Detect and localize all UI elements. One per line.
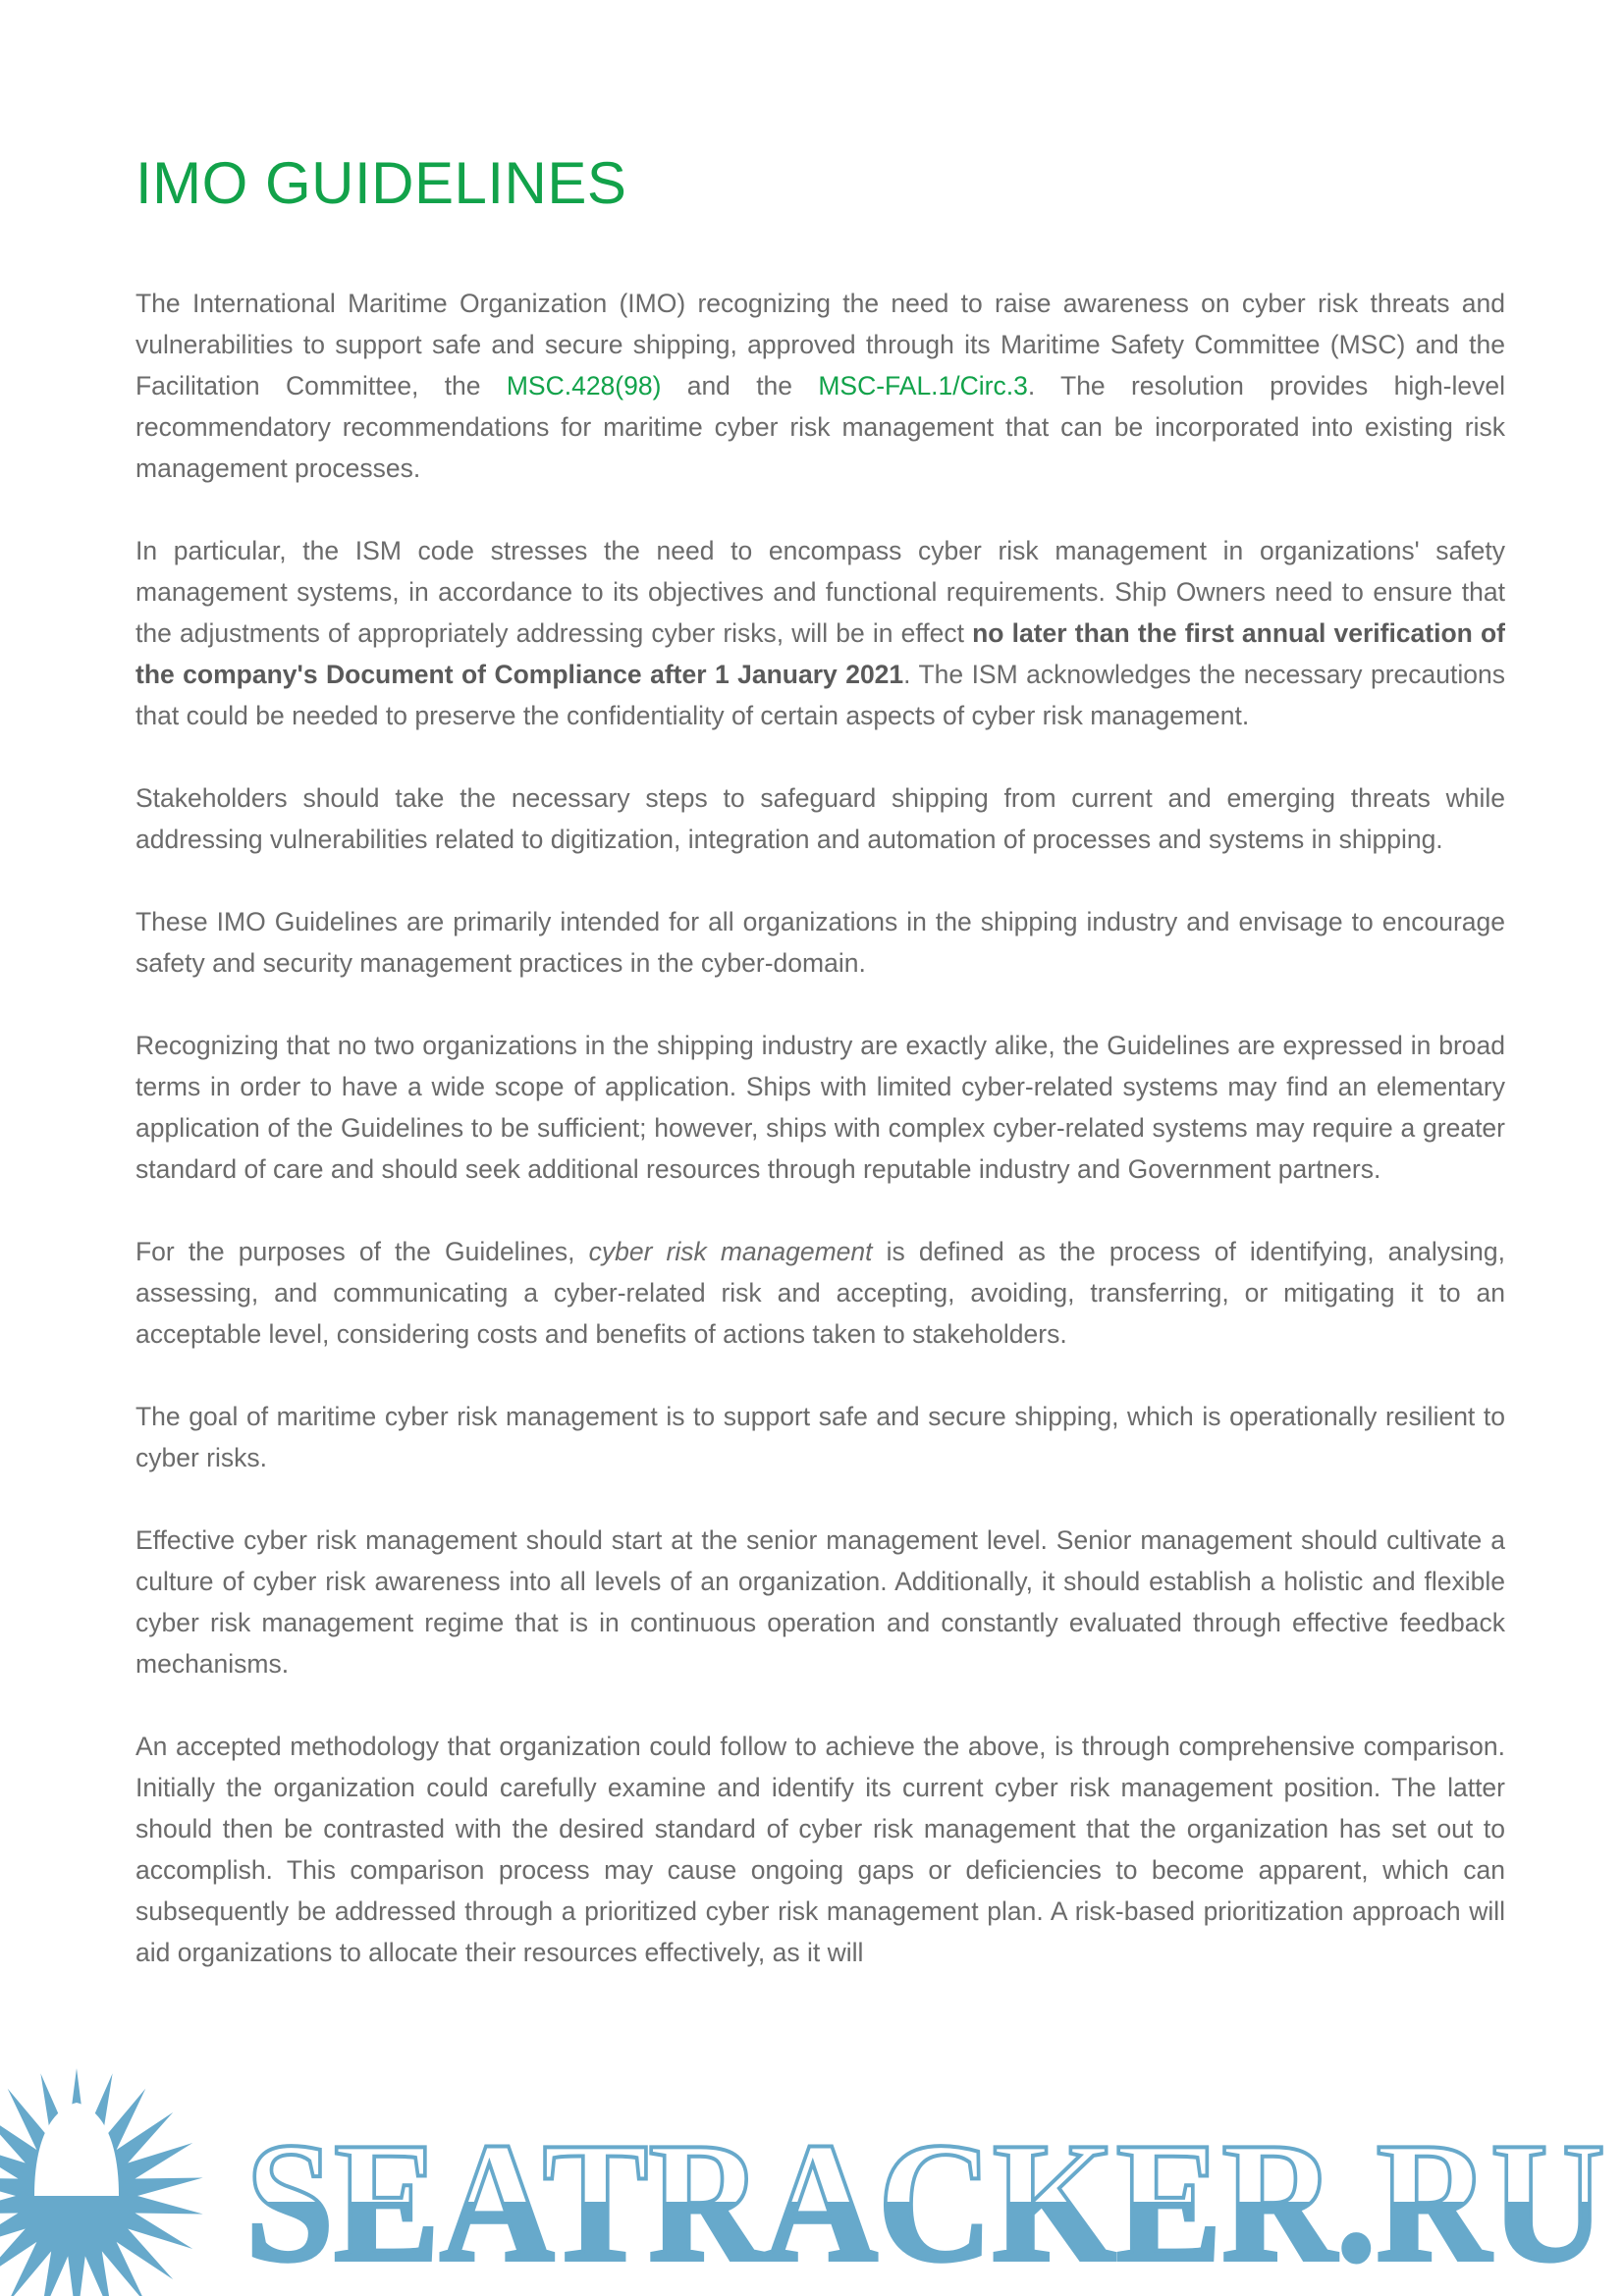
paragraph-5: Recognizing that no two organizations in the shipping industry are exactly alike, the Guidelines are expressed in broad terms in order to have a wide scope of application. Ships with limited cyber-related systems may find an elementary application of the Guidelines to be sufficient; however, ships with complex cyber-related systems may require a greater standard of care and should seek additional resources through reputable industry and Government partners. (135, 1031, 1505, 1184)
paragraph-1 (135, 283, 1505, 489)
paragraph-6 (135, 1231, 1505, 1355)
text: is defined as the process of identifying, analysing, assessing, and communicating a cyber-related risk and accepting, avoiding, transferring, or mitigating it to an acceptable level, considering costs and benefits of actions taken to stakeholders. (135, 1237, 1506, 1349)
paragraph-7: The goal of maritime cyber risk management is to support safe and secure shipping, which is operationally resilient to cyber risks. (135, 1402, 1505, 1472)
paragraph-3: Stakeholders should take the necessary steps to safeguard shipping from current and emerging threats while addressing vulnerabilities related to digitization, integration and automation of processes and systems in shipping. (135, 783, 1505, 854)
paragraph-8: Effective cyber risk management should start at the senior management level. Senior management should cultivate a culture of cyber risk awareness into all levels of an organization. Additionally, it should establish a holistic and flexible cyber risk management regime that is in continuous operation and constantly evaluated through effective feedback mechanisms. (135, 1525, 1505, 1679)
paragraph-9: An accepted methodology that organization could follow to achieve the above, is through comprehensive comparison. Initially the organization could carefully examine and identify its current cyber risk management position. The latter should then be contrasted with the desired standard of cyber risk management that the organization has set out to accomplish. This comparison process may cause ongoing gaps or deficiencies to become apparent, which can subsequently be addressed through a prioritized cyber risk management plan. A risk-based prioritization approach will aid organizations to allocate their resources effectively, as it will (135, 1732, 1505, 1967)
sun-logo-icon (0, 2068, 203, 2296)
text: and the (661, 371, 819, 400)
defined-term: cyber risk management (588, 1237, 873, 1266)
text: For the purposes of the Guidelines, (135, 1237, 589, 1266)
msc-fal-circ-link[interactable]: MSC-FAL.1/Circ.3 (818, 371, 1028, 400)
text: The International Maritime Organization (IMO) recognizing the need to raise awareness on cyber risk threats and vulnerabilities to support safe and secure shipping, approved through its Maritime Safety Committee (MSC) and the Facilitation Committee, the (135, 289, 1505, 400)
page-title: IMO GUIDELINES (135, 150, 627, 216)
document-body (135, 283, 1505, 2014)
watermark-text: SEATRACKER.RU (245, 2107, 1605, 2296)
deadline-emphasis: no later than the first annual verification of the company's Document of Compliance after 1 January 2021 (135, 618, 1505, 689)
msc-428-link[interactable]: MSC.428(98) (506, 371, 662, 400)
text: In particular, the ISM code stresses the need to encompass cyber risk management in organizations' safety management systems, in accordance to its objectives and functional requirements. Ship Owners need to ensure that the adjustments of appropriately addressing cyber risks, will be in effect (135, 536, 1505, 648)
text: . The resolution provides high-level recommendatory recommendations for maritime cyber risk management that can be incorporated into existing risk management processes. (135, 371, 1506, 483)
paragraph-2 (135, 530, 1505, 736)
seatracker-watermark (0, 2061, 1623, 2296)
text: . The ISM acknowledges the necessary precautions that could be needed to preserve the confidentiality of certain aspects of cyber risk management. (135, 660, 1505, 730)
paragraph-4: These IMO Guidelines are primarily intended for all organizations in the shipping industry and envisage to encourage safety and security management practices in the cyber-domain. (135, 907, 1505, 978)
